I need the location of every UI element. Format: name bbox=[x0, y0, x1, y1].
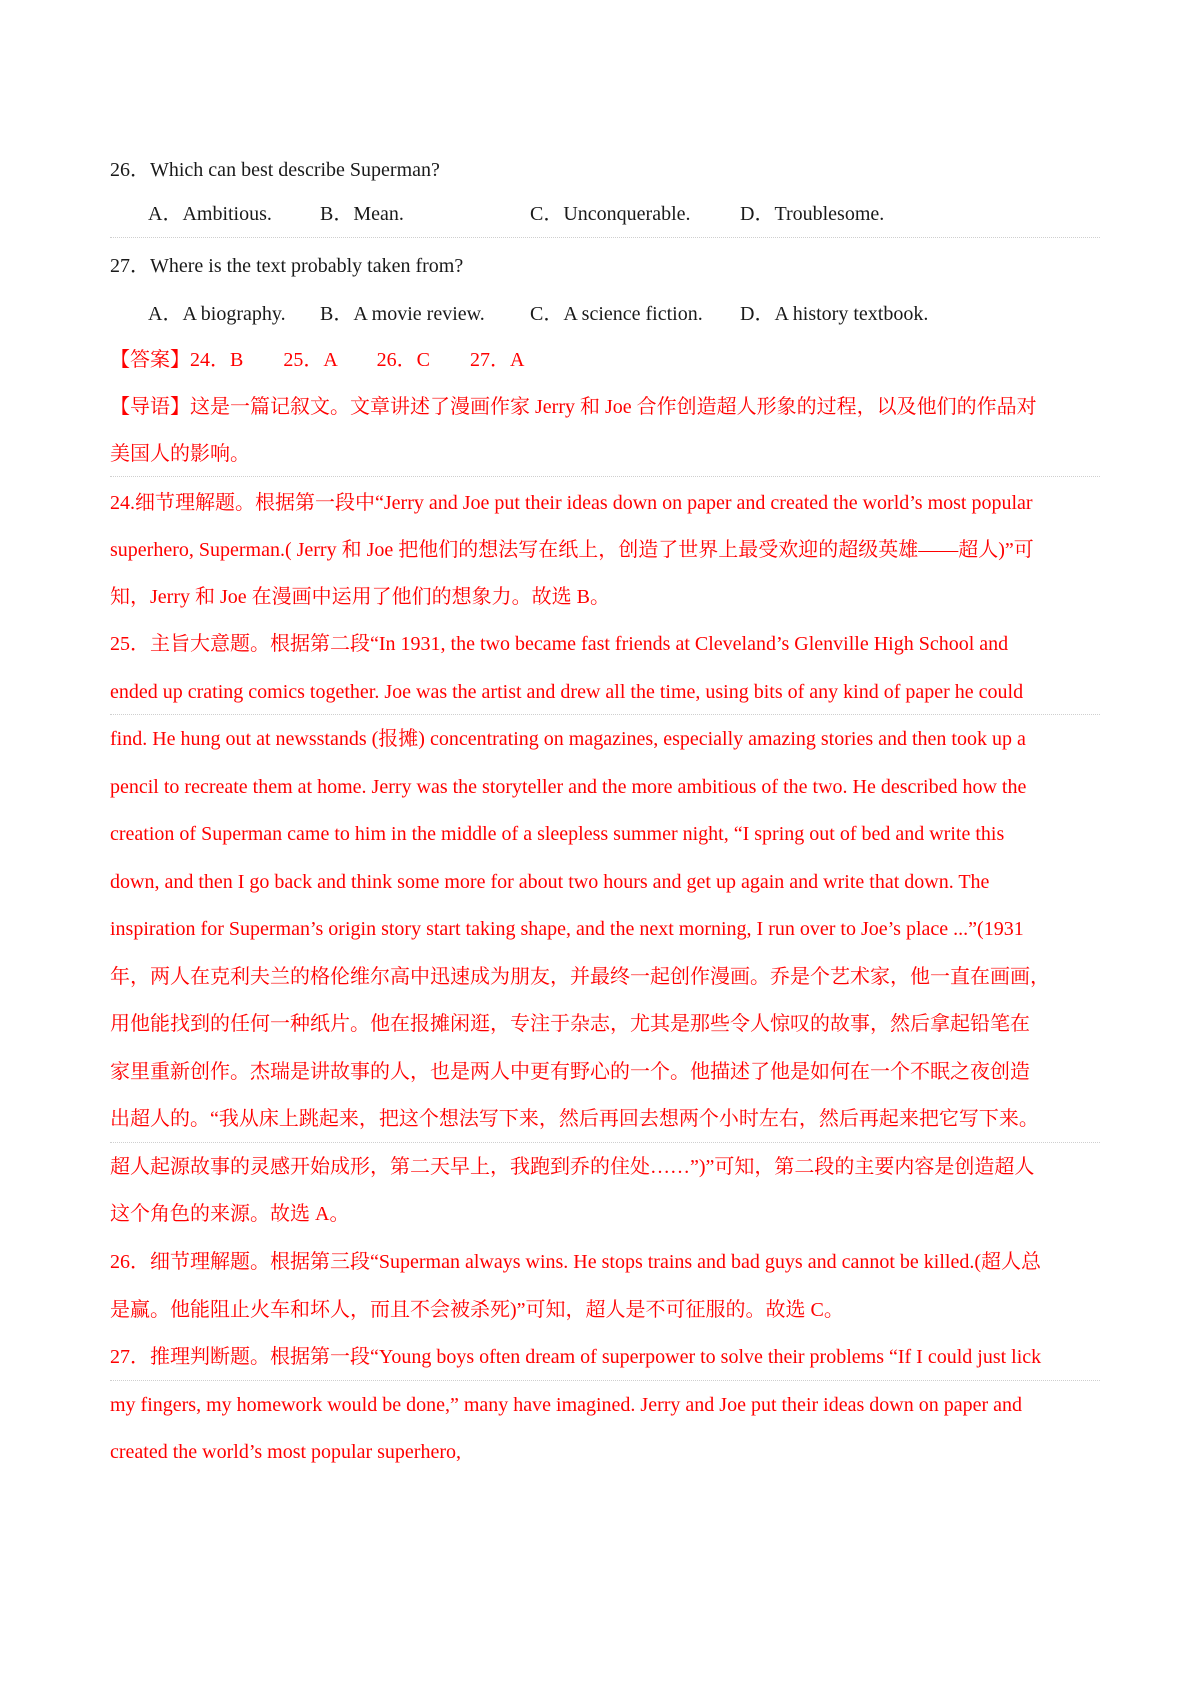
explanation-line: creation of Superman came to him in the middle of a sleepless summer night, “I spring out of bed and write this bbox=[110, 823, 1005, 845]
explanation-line: find. He hung out at newsstands (报摊) concentrating on magazines, especially amazing stories and then took up a bbox=[110, 728, 1026, 750]
dotted-divider bbox=[110, 714, 1100, 715]
explanation-line: 是赢。他能阻止火车和坏人，而且不会被杀死)”可知，超人是不可征服的。故选 C。 bbox=[110, 1299, 844, 1321]
guide-line: 【导语】这是一篇记叙文。文章讲述了漫画作家 Jerry 和 Joe 合作创造超人形象的过程，以及他们的作品对 bbox=[110, 396, 1037, 418]
explanation-line: created the world’s most popular superhero, bbox=[110, 1441, 462, 1463]
explanation-line: 年，两人在克利夫兰的格伦维尔高中迅速成为朋友，并最终一起创作漫画。乔是个艺术家，他一直在画画， bbox=[110, 966, 1050, 988]
option-a: A．Ambitious. bbox=[148, 203, 272, 225]
guide-line: 美国人的影响。 bbox=[110, 443, 250, 465]
explanation-line: pencil to recreate them at home. Jerry was the storyteller and the more ambitious of the two. He described how the bbox=[110, 776, 1027, 798]
explanation-line: ended up crating comics together. Joe was the artist and drew all the time, using bits of any kind of paper he could bbox=[110, 681, 1024, 703]
explanation-line: inspiration for Superman’s origin story start taking shape, and the next morning, I run over to Joe’s place ...”(1931 bbox=[110, 918, 1024, 940]
dotted-divider bbox=[110, 1142, 1100, 1143]
option-b: B．A movie review. bbox=[320, 303, 485, 325]
explanation-line: 25．主旨大意题。根据第二段“In 1931, the two became fast friends at Cleveland’s Glenville High School and bbox=[110, 633, 1009, 655]
option-d: D．Troublesome. bbox=[740, 203, 885, 225]
option-a: A．A biography. bbox=[148, 303, 286, 325]
option-b: B．Mean. bbox=[320, 203, 404, 225]
explanation-line: 27．推理判断题。根据第一段“Young boys often dream of superpower to solve their problems “If I could just lick bbox=[110, 1346, 1042, 1368]
explanation-line: 出超人的。“我从床上跳起来，把这个想法写下来，然后再回去想两个小时左右，然后再起来把它写下来。 bbox=[110, 1108, 1039, 1130]
question-27-stem: 27．Where is the text probably taken from? bbox=[110, 255, 464, 277]
explanation-line: superhero, Superman.( Jerry 和 Joe 把他们的想法写在纸上，创造了世界上最受欢迎的超级英雄——超人)”可 bbox=[110, 539, 1034, 561]
answer-key: 【答案】24．B 25．A 26．C 27．A bbox=[110, 349, 525, 371]
option-d: D．A history textbook. bbox=[740, 303, 929, 325]
explanation-line: 超人起源故事的灵感开始成形，第二天早上，我跑到乔的住处……”)”可知，第二段的主要内容是创造超人 bbox=[110, 1156, 1035, 1178]
explanation-line: down, and then I go back and think some more for about two hours and get up again and write that down. The bbox=[110, 871, 990, 893]
explanation-line: 家里重新创作。杰瑞是讲故事的人，也是两人中更有野心的一个。他描述了他是如何在一个不眠之夜创造 bbox=[110, 1061, 1030, 1083]
explanation-line: 24.细节理解题。根据第一段中“Jerry and Joe put their ideas down on paper and created the world’s most popular bbox=[110, 492, 1033, 514]
dotted-divider bbox=[110, 476, 1100, 477]
option-c: C．Unconquerable. bbox=[530, 203, 691, 225]
option-c: C．A science fiction. bbox=[530, 303, 703, 325]
explanation-line: 这个角色的来源。故选 A。 bbox=[110, 1203, 350, 1225]
explanation-line: my fingers, my homework would be done,” many have imagined. Jerry and Joe put their ideas down on paper and bbox=[110, 1394, 1022, 1416]
explanation-line: 知，Jerry 和 Joe 在漫画中运用了他们的想象力。故选 B。 bbox=[110, 586, 610, 608]
explanation-line: 用他能找到的任何一种纸片。他在报摊闲逛，专注于杂志，尤其是那些令人惊叹的故事，然后拿起铅笔在 bbox=[110, 1013, 1030, 1035]
dotted-divider bbox=[110, 237, 1100, 238]
explanation-line: 26．细节理解题。根据第三段“Superman always wins. He stops trains and bad guys and cannot be killed.(超人总 bbox=[110, 1251, 1041, 1273]
question-26-stem: 26．Which can best describe Superman? bbox=[110, 159, 440, 181]
dotted-divider bbox=[110, 1380, 1100, 1381]
